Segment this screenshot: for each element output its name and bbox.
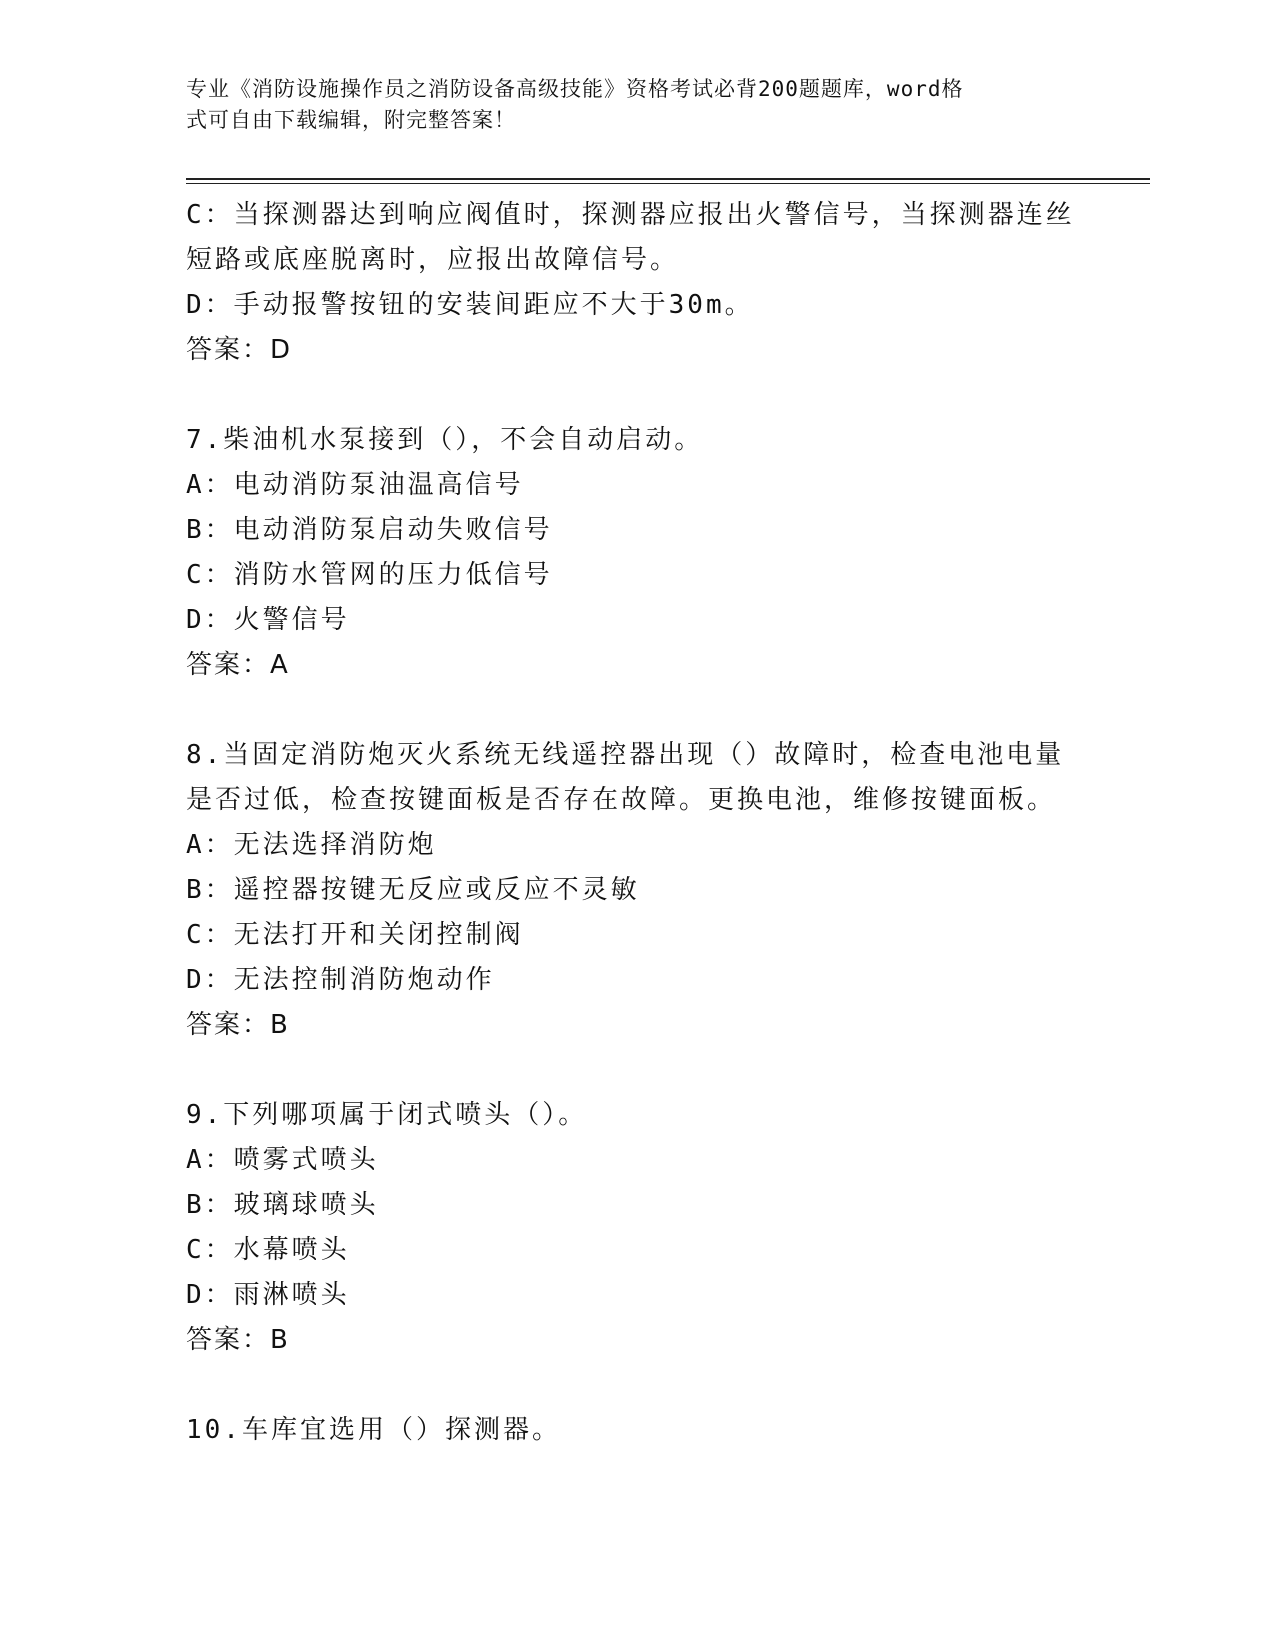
header-divider-thick: [186, 178, 1150, 180]
header-title-line-1: 专业《消防设施操作员之消防设备高级技能》资格考试必背200题题库，word格: [186, 77, 964, 101]
option-c-line-2: 短路或底座脱离时，应报出故障信号。: [186, 245, 680, 275]
question-list: [186, 193, 1086, 1453]
question-stem: 10.车库宜选用（）探测器。: [186, 1415, 561, 1445]
header-divider-thin: [186, 183, 1150, 184]
option-b: B：玻璃球喷头: [186, 1190, 379, 1220]
option-a: A：无法选择消防炮: [186, 830, 437, 860]
answer-label: 答案：D: [186, 335, 293, 365]
question-9: [186, 1093, 1086, 1363]
answer-label: 答案：B: [186, 1325, 290, 1355]
option-d: D：雨淋喷头: [186, 1280, 350, 1310]
question-10: [186, 1408, 1086, 1453]
option-a: A：电动消防泵油温高信号: [186, 470, 524, 500]
question-6-continued: [186, 193, 1086, 373]
answer-label: 答案：A: [186, 650, 290, 680]
question-stem: 9.下列哪项属于闭式喷头（）。: [186, 1100, 588, 1130]
answer-label: 答案：B: [186, 1010, 290, 1040]
document-header: [186, 74, 1066, 136]
question-stem-line-1: 8.当固定消防炮灭火系统无线遥控器出现（）故障时，检查电池电量: [186, 740, 1065, 770]
option-a: A：喷雾式喷头: [186, 1145, 379, 1175]
question-stem-line-2: 是否过低，检查按键面板是否存在故障。更换电池，维修按键面板。: [186, 785, 1057, 815]
option-c: C：无法打开和关闭控制阀: [186, 920, 524, 950]
option-d: D：手动报警按钮的安装间距应不大于30m。: [186, 290, 754, 320]
question-8: [186, 733, 1086, 1048]
option-c: C：消防水管网的压力低信号: [186, 560, 553, 590]
option-b: B：电动消防泵启动失败信号: [186, 515, 553, 545]
option-c-line-1: C：当探测器达到响应阀值时，探测器应报出火警信号，当探测器连丝: [186, 200, 1075, 230]
header-title-line-2: 式可自由下载编辑，附完整答案！: [186, 108, 516, 132]
question-7: [186, 418, 1086, 688]
option-c: C：水幕喷头: [186, 1235, 350, 1265]
option-b: B：遥控器按键无反应或反应不灵敏: [186, 875, 640, 905]
option-d: D：无法控制消防炮动作: [186, 965, 495, 995]
option-d: D：火警信号: [186, 605, 350, 635]
question-stem: 7.柴油机水泵接到（），不会自动启动。: [186, 425, 704, 455]
